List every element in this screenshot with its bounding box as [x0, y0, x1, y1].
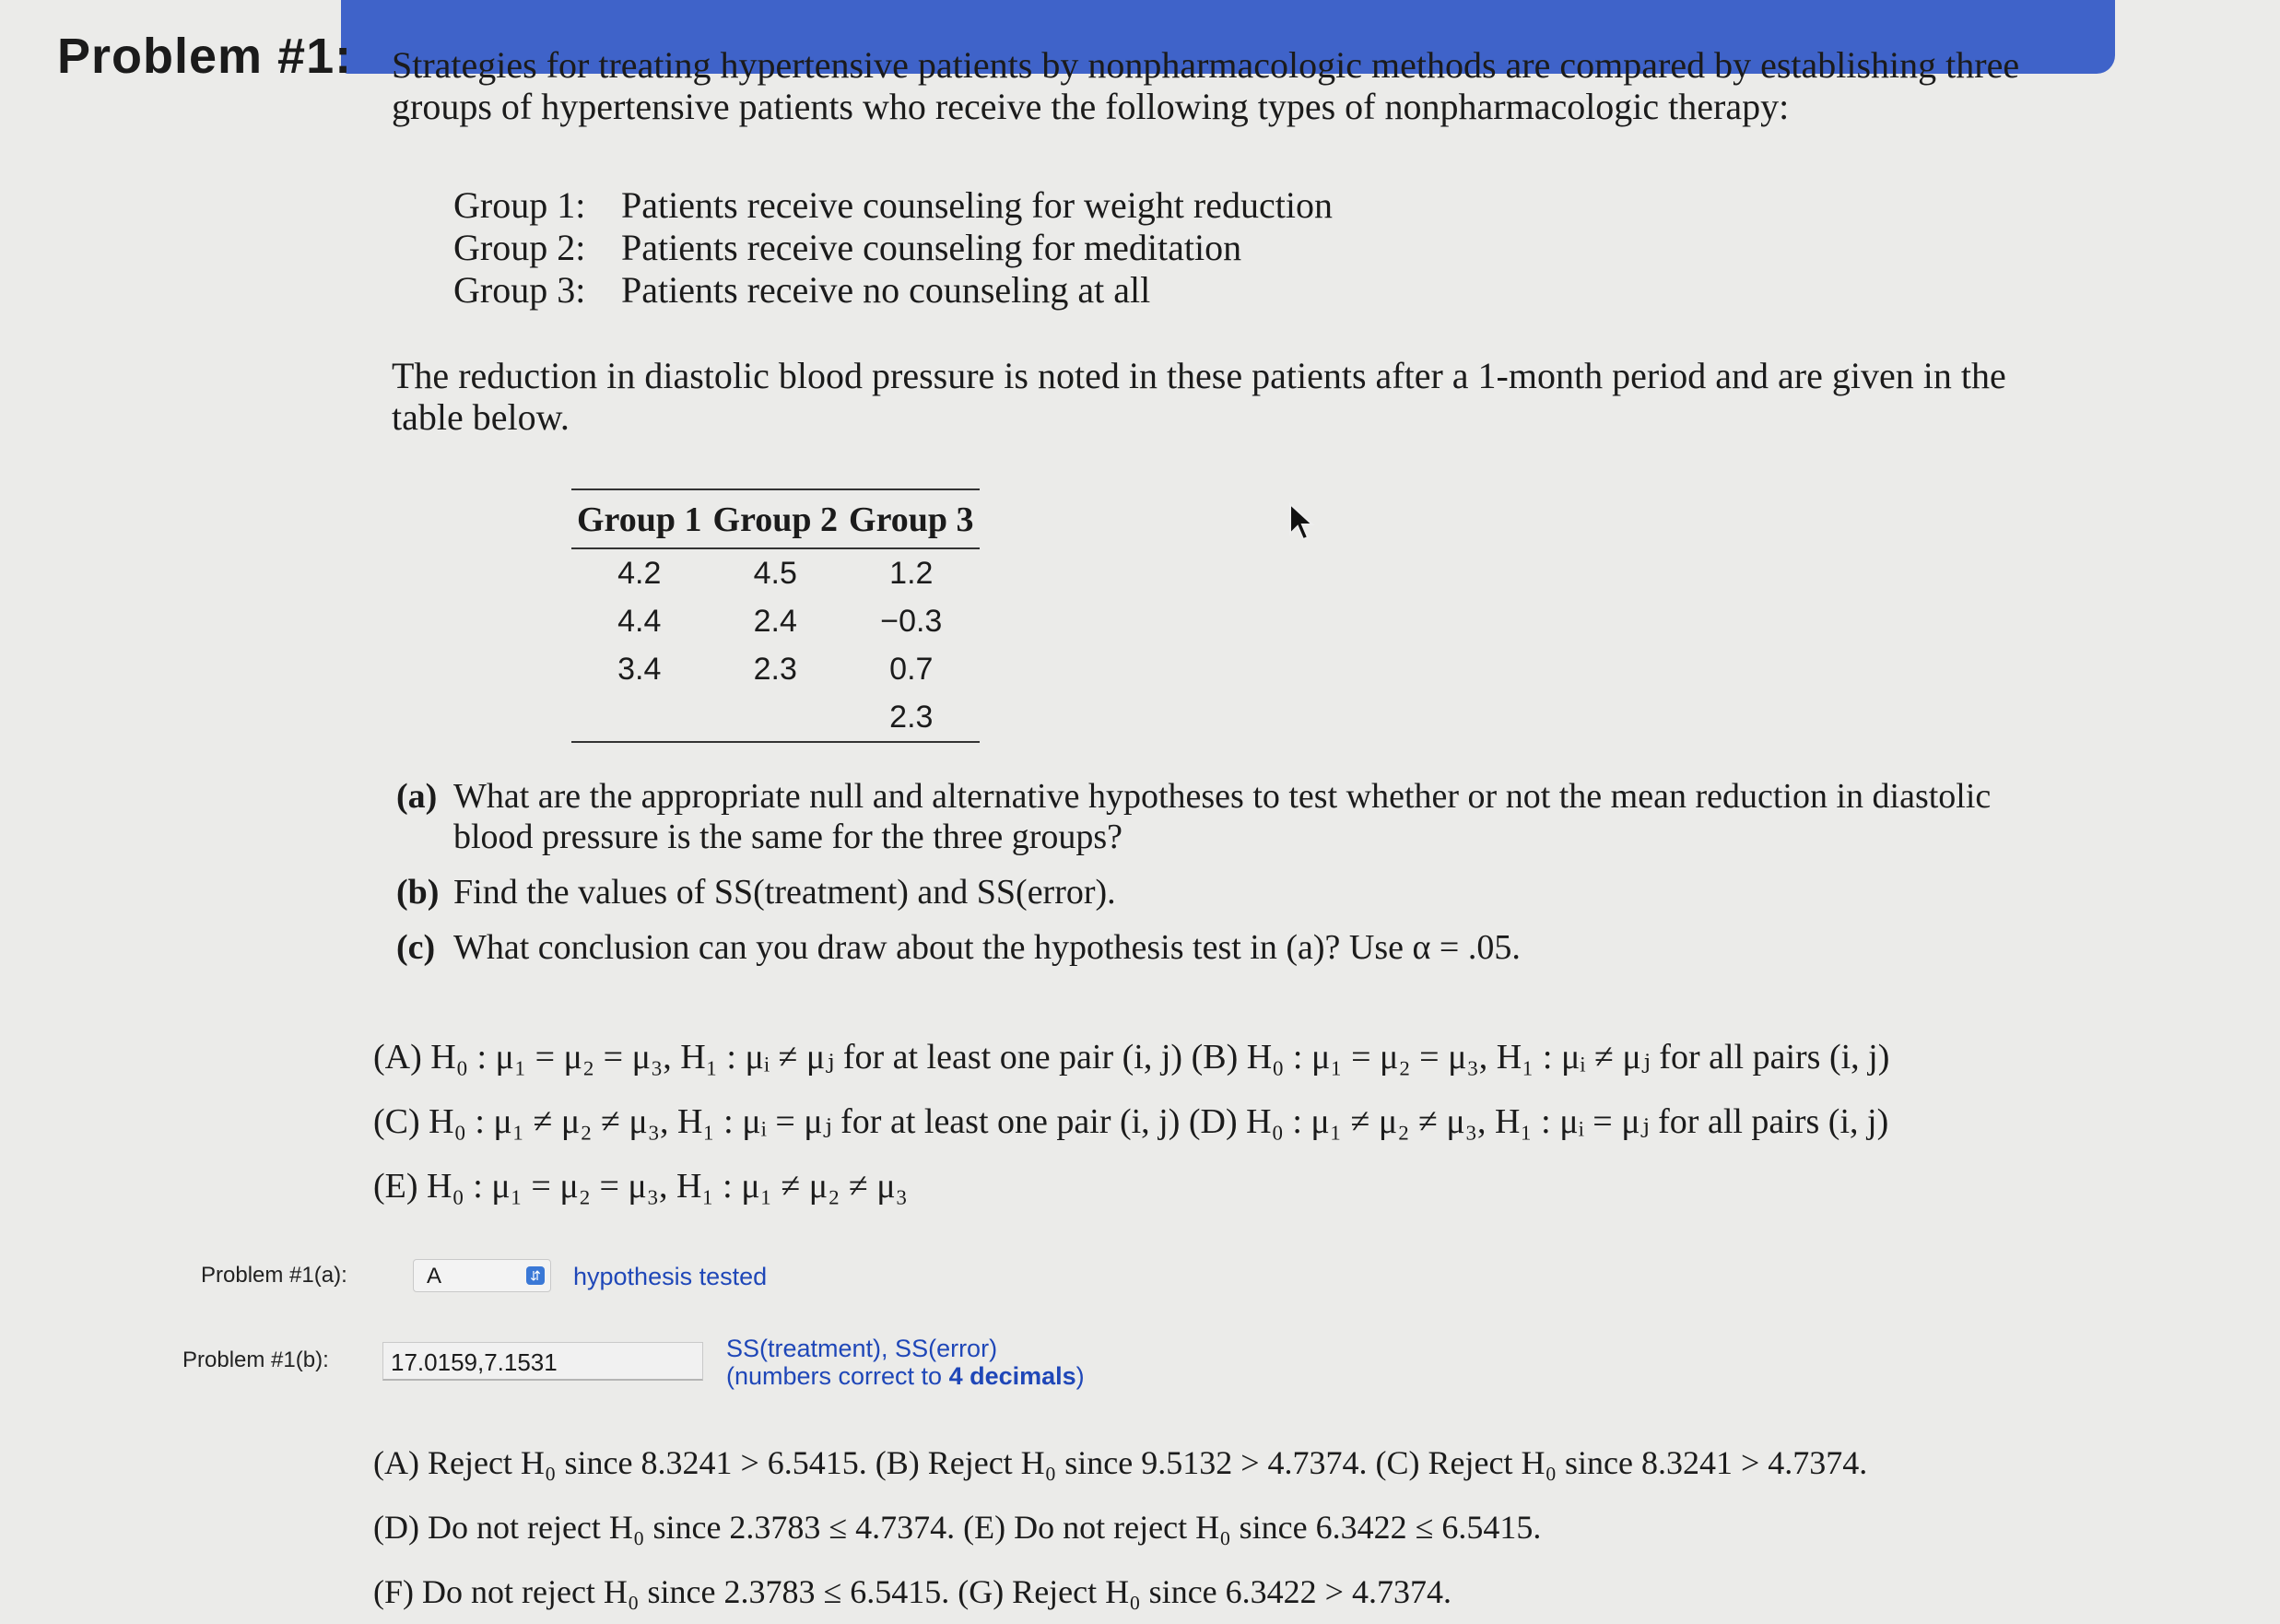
hint-text: )	[1075, 1362, 1085, 1390]
table-cell: 4.5	[753, 555, 797, 591]
group-label: Group 3:	[453, 269, 586, 311]
conclusion-choices	[373, 1430, 1867, 1624]
table-cell: 4.2	[617, 555, 662, 591]
table-cell: 4.4	[617, 603, 662, 639]
table-header: Group 1	[571, 489, 708, 548]
hypothesis-choice-line: (E) H₀ : μ₁ = μ₂ = μ₃, H₁ : μ₁ ≠ μ₂ ≠ μ₃	[373, 1167, 908, 1206]
conclusion-choice-line: (F) Do not reject H₀ since 2.3783 ≤ 6.5415. (G) Reject H₀ since 6.3422 > 4.7374.	[373, 1573, 1451, 1610]
question-text: What conclusion can you draw about the hypothesis test in (a)? Use α = .05.	[453, 928, 1521, 967]
question-text: What are the appropriate null and alternative hypotheses to test whether or not the mean reduction in diastolic blood pressure is the same for the three groups?	[453, 777, 1992, 856]
answer-b-hint	[726, 1335, 1085, 1390]
table-row	[571, 645, 980, 693]
table-cell	[571, 693, 708, 742]
hypothesis-choice-line: (A) H₀ : μ₁ = μ₂ = μ₃, H₁ : μᵢ ≠ μⱼ for at least one pair (i, j) (B) H₀ : μ₁ = μ₂ = μ₃, H₁ : μᵢ ≠ μⱼ for all pairs (i, j)	[373, 1038, 1890, 1077]
group-item	[453, 227, 1333, 269]
question-item	[396, 872, 2037, 912]
question-item	[396, 776, 2037, 857]
table-cell: −0.3	[880, 603, 943, 639]
hypothesis-select-value: A	[427, 1264, 442, 1289]
table-cell: 2.4	[753, 603, 797, 639]
table-row	[571, 597, 980, 645]
table-cell: 3.4	[617, 651, 662, 687]
group-label: Group 1:	[453, 184, 586, 226]
table-cell	[708, 693, 844, 742]
question-label: (c)	[396, 928, 436, 967]
table-header: Group 3	[843, 489, 980, 548]
question-list	[396, 776, 2037, 983]
table-cell: 1.2	[889, 555, 934, 591]
question-text: Find the values of SS(treatment) and SS(error).	[453, 873, 1116, 912]
problem-intro: Strategies for treating hypertensive patients by nonpharmacologic methods are compared by establishing three groups of hypertensive patients who receive the following types of nonpharmacologic therapy:	[392, 44, 2020, 127]
question-label: (b)	[396, 873, 440, 912]
ss-answer-input[interactable]: 17.0159,7.1531	[382, 1342, 703, 1381]
select-arrows-icon: ⇵	[526, 1266, 545, 1285]
table-row	[571, 548, 980, 597]
hypothesis-choices	[373, 1025, 1889, 1218]
table-header-row	[571, 489, 980, 548]
hypothesis-choice-line: (C) H₀ : μ₁ ≠ μ₂ ≠ μ₃, H₁ : μᵢ = μⱼ for at least one pair (i, j) (D) H₀ : μ₁ ≠ μ₂ ≠ μ₃, H₁ : μᵢ = μⱼ for all pairs (i, j)	[373, 1102, 1889, 1141]
table-cell: 2.3	[843, 693, 980, 742]
problem-title: Problem #1:	[57, 29, 353, 84]
hint-text: (numbers correct to	[726, 1362, 949, 1390]
table-row	[571, 693, 980, 742]
hypothesis-select[interactable]	[413, 1259, 551, 1292]
conclusion-choice-line: (A) Reject H₀ since 8.3241 > 6.5415. (B) Reject H₀ since 9.5132 > 4.7374. (C) Reject H₀ since 8.3241 > 4.7374.	[373, 1444, 1868, 1481]
question-label: (a)	[396, 777, 438, 816]
question-item	[396, 927, 2037, 968]
conclusion-choice-line: (D) Do not reject H₀ since 2.3783 ≤ 4.7374. (E) Do not reject H₀ since 6.3422 ≤ 6.5415.	[373, 1509, 1542, 1546]
group-item	[453, 184, 1333, 227]
group-item	[453, 269, 1333, 312]
group-desc: Patients receive counseling for meditation	[621, 227, 1242, 268]
group-desc: Patients receive no counseling at all	[621, 269, 1151, 311]
table-cell: 2.3	[753, 651, 797, 687]
mouse-cursor-icon	[1287, 502, 1315, 545]
answer-a-hint: hypothesis tested	[573, 1263, 768, 1290]
table-header: Group 2	[708, 489, 844, 548]
answer-b-hint-line1: SS(treatment), SS(error)	[726, 1335, 998, 1362]
group-desc: Patients receive counseling for weight reduction	[621, 184, 1333, 226]
answer-a-label: Problem #1(a):	[201, 1263, 347, 1288]
hint-bold: 4 decimals	[948, 1362, 1076, 1390]
answer-b-hint-line2	[726, 1362, 1085, 1390]
group-list	[453, 184, 1333, 312]
reduction-text: The reduction in diastolic blood pressure is noted in these patients after a 1-month period and are given in the table below.	[392, 355, 2006, 438]
answer-b-label: Problem #1(b):	[182, 1347, 329, 1372]
table-cell: 0.7	[889, 651, 934, 687]
group-label: Group 2:	[453, 227, 586, 268]
data-table	[571, 488, 980, 743]
